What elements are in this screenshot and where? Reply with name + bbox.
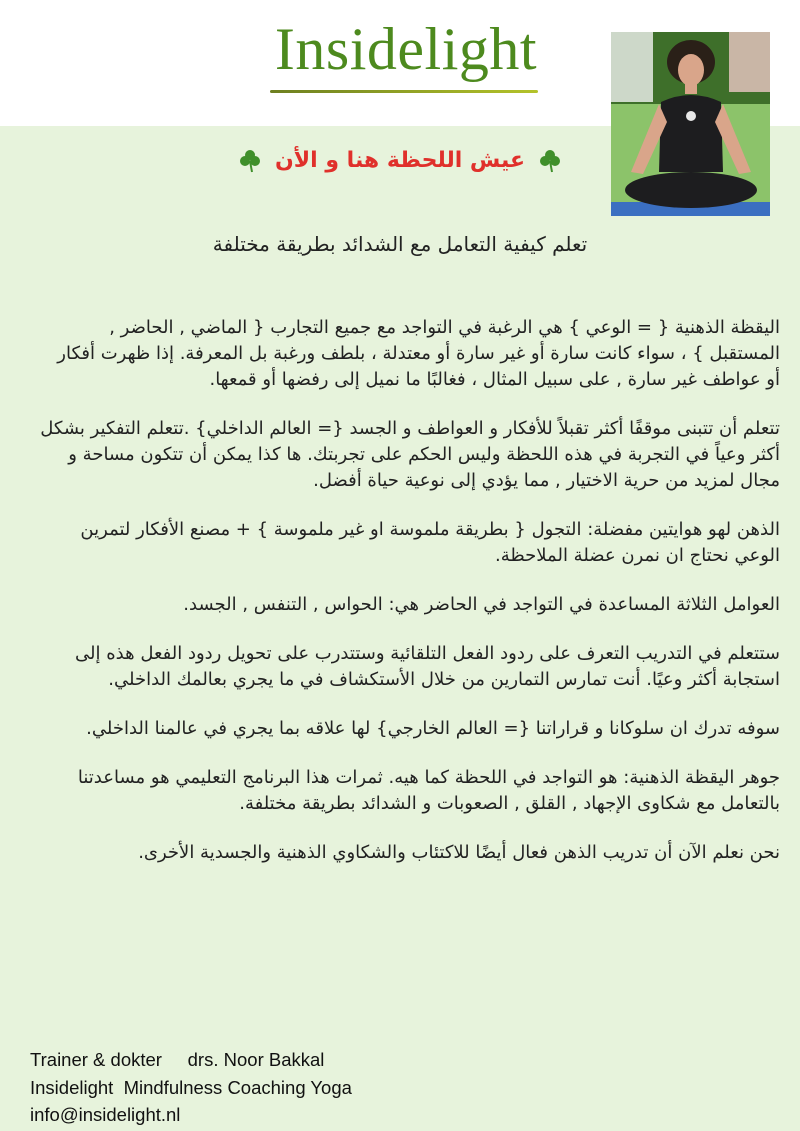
logo: Insidelight xyxy=(274,16,538,82)
paragraph: الذهن لهو هوايتين مفضلة: التجول { بطريقة ملموسة او غير ملموسة } + مصنع الأفكار لتمرين الوعي نحتاج ان نمرن عضلة الملاحظة. xyxy=(80,519,780,566)
paragraph: نحن نعلم الآن أن تدريب الذهن فعال أيضًا للاكتئاب والشكاوي الذهنية والجسدية الأخرى. xyxy=(138,842,780,863)
tagline xyxy=(220,140,580,180)
trainer-photo xyxy=(611,32,770,216)
logo-underline xyxy=(270,90,538,93)
paragraph: تتعلم أن تتبنى موقفًا أكثر تقبلاً للأفكار و العواطف و الجسد {= العالم الداخلي} .تتعلم التفكير بشكل أكثر وعياً في التجربة في هذه اللحظة وليس الحكم على تجربتك. ها كذا يمكن أن تتكون مساحة و مجال لمزيد من حرية الاختيار , مما يؤدي إلى نوعية حياة أفضل. xyxy=(40,418,780,491)
paragraph: ستتعلم في التدريب التعرف على ردود الفعل التلقائية وستتدرب على تحويل ردود الفعل هذه إلى استجابة أكثر وعيًا. أنت تمارس التمارين من خلال الأستكشاف في ما يجري بعالمك الداخلي. xyxy=(75,643,780,690)
paragraph: جوهر اليقظة الذهنية: هو التواجد في اللحظة كما هيه. ثمرات هذا البرنامج التعليمي هو مساعدتنا بالتعامل مع شكاوى الإجهاد , القلق , الصعوبات و الشدائد بطريقة مختلفة. xyxy=(77,767,780,814)
subtitle: تعلم كيفية التعامل مع الشدائد بطريقة مختلفة xyxy=(212,232,588,256)
paragraph: اليقظة الذهنية { = الوعي } هي الرغبة في التواجد مع جميع التجارب { الماضي , الحاضر , المستقبل } ، سواء كانت سارة أو غير سارة أو معتدلة ، بلطف ورغبة بل المعرفة. إذا ظهرت أفكار أو عواطف غير سارة , على سبيل المثال ، فغالبًا ما نميل إلى رفضها أو قمعها. xyxy=(57,317,780,390)
trainer-photo-illustration xyxy=(611,32,770,216)
body-text xyxy=(40,315,780,889)
footer-company-line: Insidelight Mindfulness Coaching Yoga xyxy=(30,1076,352,1098)
paragraph: سوفه تدرك ان سلوكانا و قراراتنا {= العالم الخارجي} لها علاقه بما يجري في عالمنا الداخلي. xyxy=(86,718,780,739)
tagline-text: عيش اللحظة هنا و الأن xyxy=(274,147,526,173)
footer-trainer-line: Trainer & dokter drs. Noor Bakkal xyxy=(30,1049,325,1070)
clover-icon xyxy=(237,147,263,173)
footer-email[interactable]: info@insidelight.nl xyxy=(30,1104,181,1125)
footer-contact xyxy=(30,1046,550,1129)
clover-icon xyxy=(537,147,563,173)
paragraph: العوامل الثلاثة المساعدة في التواجد في الحاضر هي: الحواس , التنفس , الجسد. xyxy=(183,594,780,615)
